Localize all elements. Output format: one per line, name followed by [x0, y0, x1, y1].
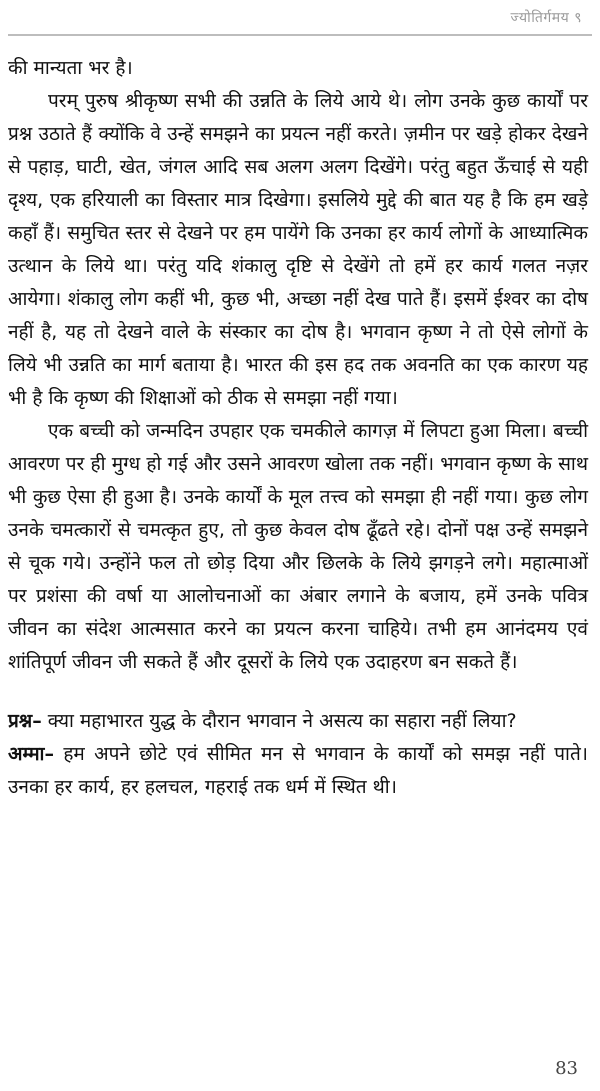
answer-text: हम अपने छोटे एवं सीमित मन से भगवान के कार्यों को समझ नहीं पाते। उनका हर कार्य, हर हलचल, गहराई तक धर्म में स्थित थी।	[8, 743, 588, 798]
question-text: क्या महाभारत युद्ध के दौरान भगवान ने असत्य का सहारा नहीं लिया?	[41, 710, 517, 732]
answer-speaker: अम्मा–	[8, 743, 54, 765]
paragraph-krishna-upliftment: परम् पुरुष श्रीकृष्ण सभी की उन्नति के लिये आये थे। लोग उनके कुछ कार्यों पर प्रश्न उठाते हैं क्योंकि वे उन्हें समझने का प्रयत्न नहीं करते। ज़मीन पर खड़े होकर देखने से पहाड़, घाटी, खेत, जंगल आदि सब अलग अलग दिखेंगे। परंतु बहुत ऊँचाई से यही दृश्य, एक हरियाली का विस्तार मात्र दिखेगा। इसलिये मुद्दे की बात यह है कि हम खड़े कहाँ हैं। समुचित स्तर से देखने पर हम पायेंगे कि उनका हर कार्य लोगों के आध्यात्मिक उत्थान के लिये था। परंतु यदि शंकालु दृष्टि से देखेंगे तो हमें हर कार्य गलत नज़र आयेगा। शंकालु लोग कहीं भी, कुछ भी, अच्छा नहीं देख पाते हैं। इसमें ईश्वर का दोष नहीं है, यह तो देखने वाले के संस्कार का दोष है। भगवान कृष्ण ने तो ऐसे लोगों के लिये भी उन्नति का मार्ग बताया है। भारत की इस हद तक अवनति का एक कारण यह भी है कि कृष्ण की शिक्षाओं को ठीक से समझा नहीं गया।	[8, 90, 589, 409]
paragraph-continuation: की मान्यता भर है।	[8, 57, 133, 79]
running-title: ज्योतिर्गमय ९	[510, 10, 582, 26]
page-body	[8, 52, 588, 804]
page-number: 83	[555, 1058, 578, 1079]
answer-block	[8, 738, 588, 804]
question-block	[8, 705, 588, 738]
header-rule	[8, 34, 592, 36]
paragraph-gift-wrapper: एक बच्ची को जन्मदिन उपहार एक चमकीले कागज़ में लिपटा हुआ मिला। बच्ची आवरण पर ही मुग्ध हो गई और उसने आवरण खोला तक नहीं। भगवान कृष्ण के साथ भी कुछ ऐसा ही हुआ है। उनके कार्यों के मूल तत्त्व को समझा ही नहीं गया। कुछ लोग उनके चमत्कारों से चमत्कृत हुए, तो कुछ केवल दोष ढूँढते रहे। दोनों पक्ष उन्हें समझने से चूक गये। उन्होंने फल तो छोड़ दिया और छिलके के लिये झगड़ने लगे। महात्माओं पर प्रशंसा की वर्षा या आलोचनाओं का अंबार लगाने के बजाय, हमें उनके पवित्र जीवन का संदेश आत्मसात करने का प्रयत्न करना चाहिये। तभी हम आनंदमय एवं शांतिपूर्ण जीवन जी सकते हैं और दूसरों के लिये एक उदाहरण बन सकते हैं।	[8, 420, 588, 673]
question-speaker: प्रश्न–	[8, 710, 42, 732]
